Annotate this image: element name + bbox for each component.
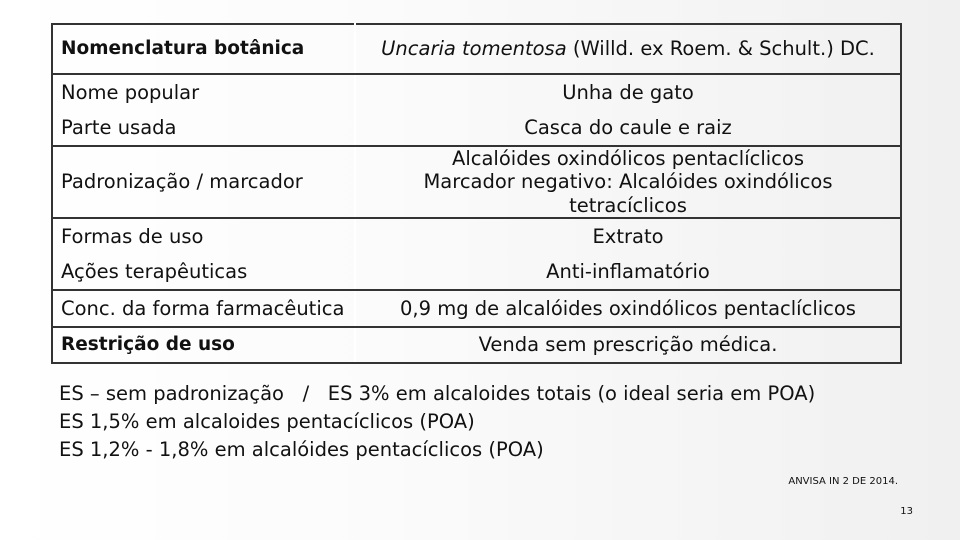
row-value-popular-name: Unha de gato bbox=[355, 74, 901, 110]
note-line-3: ES 1,2% - 1,8% em alcalóides pentacíclicos (POA) bbox=[59, 438, 544, 461]
table-row bbox=[52, 218, 901, 254]
herb-info-table bbox=[51, 23, 902, 364]
row-label-restriction: Restrição de uso bbox=[52, 327, 355, 363]
row-label-concentration: Conc. da forma farmacêutica bbox=[52, 290, 355, 327]
table-row bbox=[52, 327, 901, 363]
table-row bbox=[52, 24, 901, 74]
row-value-part-used: Casca do caule e raiz bbox=[355, 110, 901, 146]
table-row bbox=[52, 254, 901, 290]
standardization-line-2: Marcador negativo: Alcalóides oxindólicos tetracíclicos bbox=[423, 170, 833, 217]
row-value-standardization bbox=[355, 146, 901, 218]
row-label-standardization: Padronização / marcador bbox=[52, 146, 355, 218]
table-row bbox=[52, 74, 901, 110]
source-citation: ANVISA IN 2 DE 2014. bbox=[788, 476, 898, 487]
row-value-restriction: Venda sem prescrição médica. bbox=[355, 327, 901, 363]
row-label-nomenclature: Nomenclatura botânica bbox=[52, 24, 355, 74]
page-number: 13 bbox=[900, 506, 913, 517]
table-row bbox=[52, 110, 901, 146]
standardization-line-1: Alcalóides oxindólicos pentaclíclicos bbox=[452, 147, 804, 170]
scientific-author: (Willd. ex Roem. & Schult.) DC. bbox=[566, 37, 875, 61]
note-line-1: ES – sem padronização / ES 3% em alcaloides totais (o ideal seria em POA) bbox=[59, 382, 816, 405]
row-label-popular-name: Nome popular bbox=[52, 74, 355, 110]
row-value-concentration: 0,9 mg de alcalóides oxindólicos pentaclíclicos bbox=[355, 290, 901, 327]
row-value-forms-of-use: Extrato bbox=[355, 218, 901, 254]
table-row bbox=[52, 146, 901, 218]
scientific-name: Uncaria tomentosa bbox=[381, 37, 567, 61]
note-line-2: ES 1,5% em alcaloides pentacíclicos (POA) bbox=[59, 410, 475, 433]
table-row bbox=[52, 290, 901, 327]
row-value-nomenclature bbox=[355, 24, 901, 74]
row-label-therapeutic-actions: Ações terapêuticas bbox=[52, 254, 355, 290]
row-label-part-used: Parte usada bbox=[52, 110, 355, 146]
row-value-therapeutic-actions: Anti-inflamatório bbox=[355, 254, 901, 290]
row-label-forms-of-use: Formas de uso bbox=[52, 218, 355, 254]
notes-block bbox=[59, 380, 815, 464]
